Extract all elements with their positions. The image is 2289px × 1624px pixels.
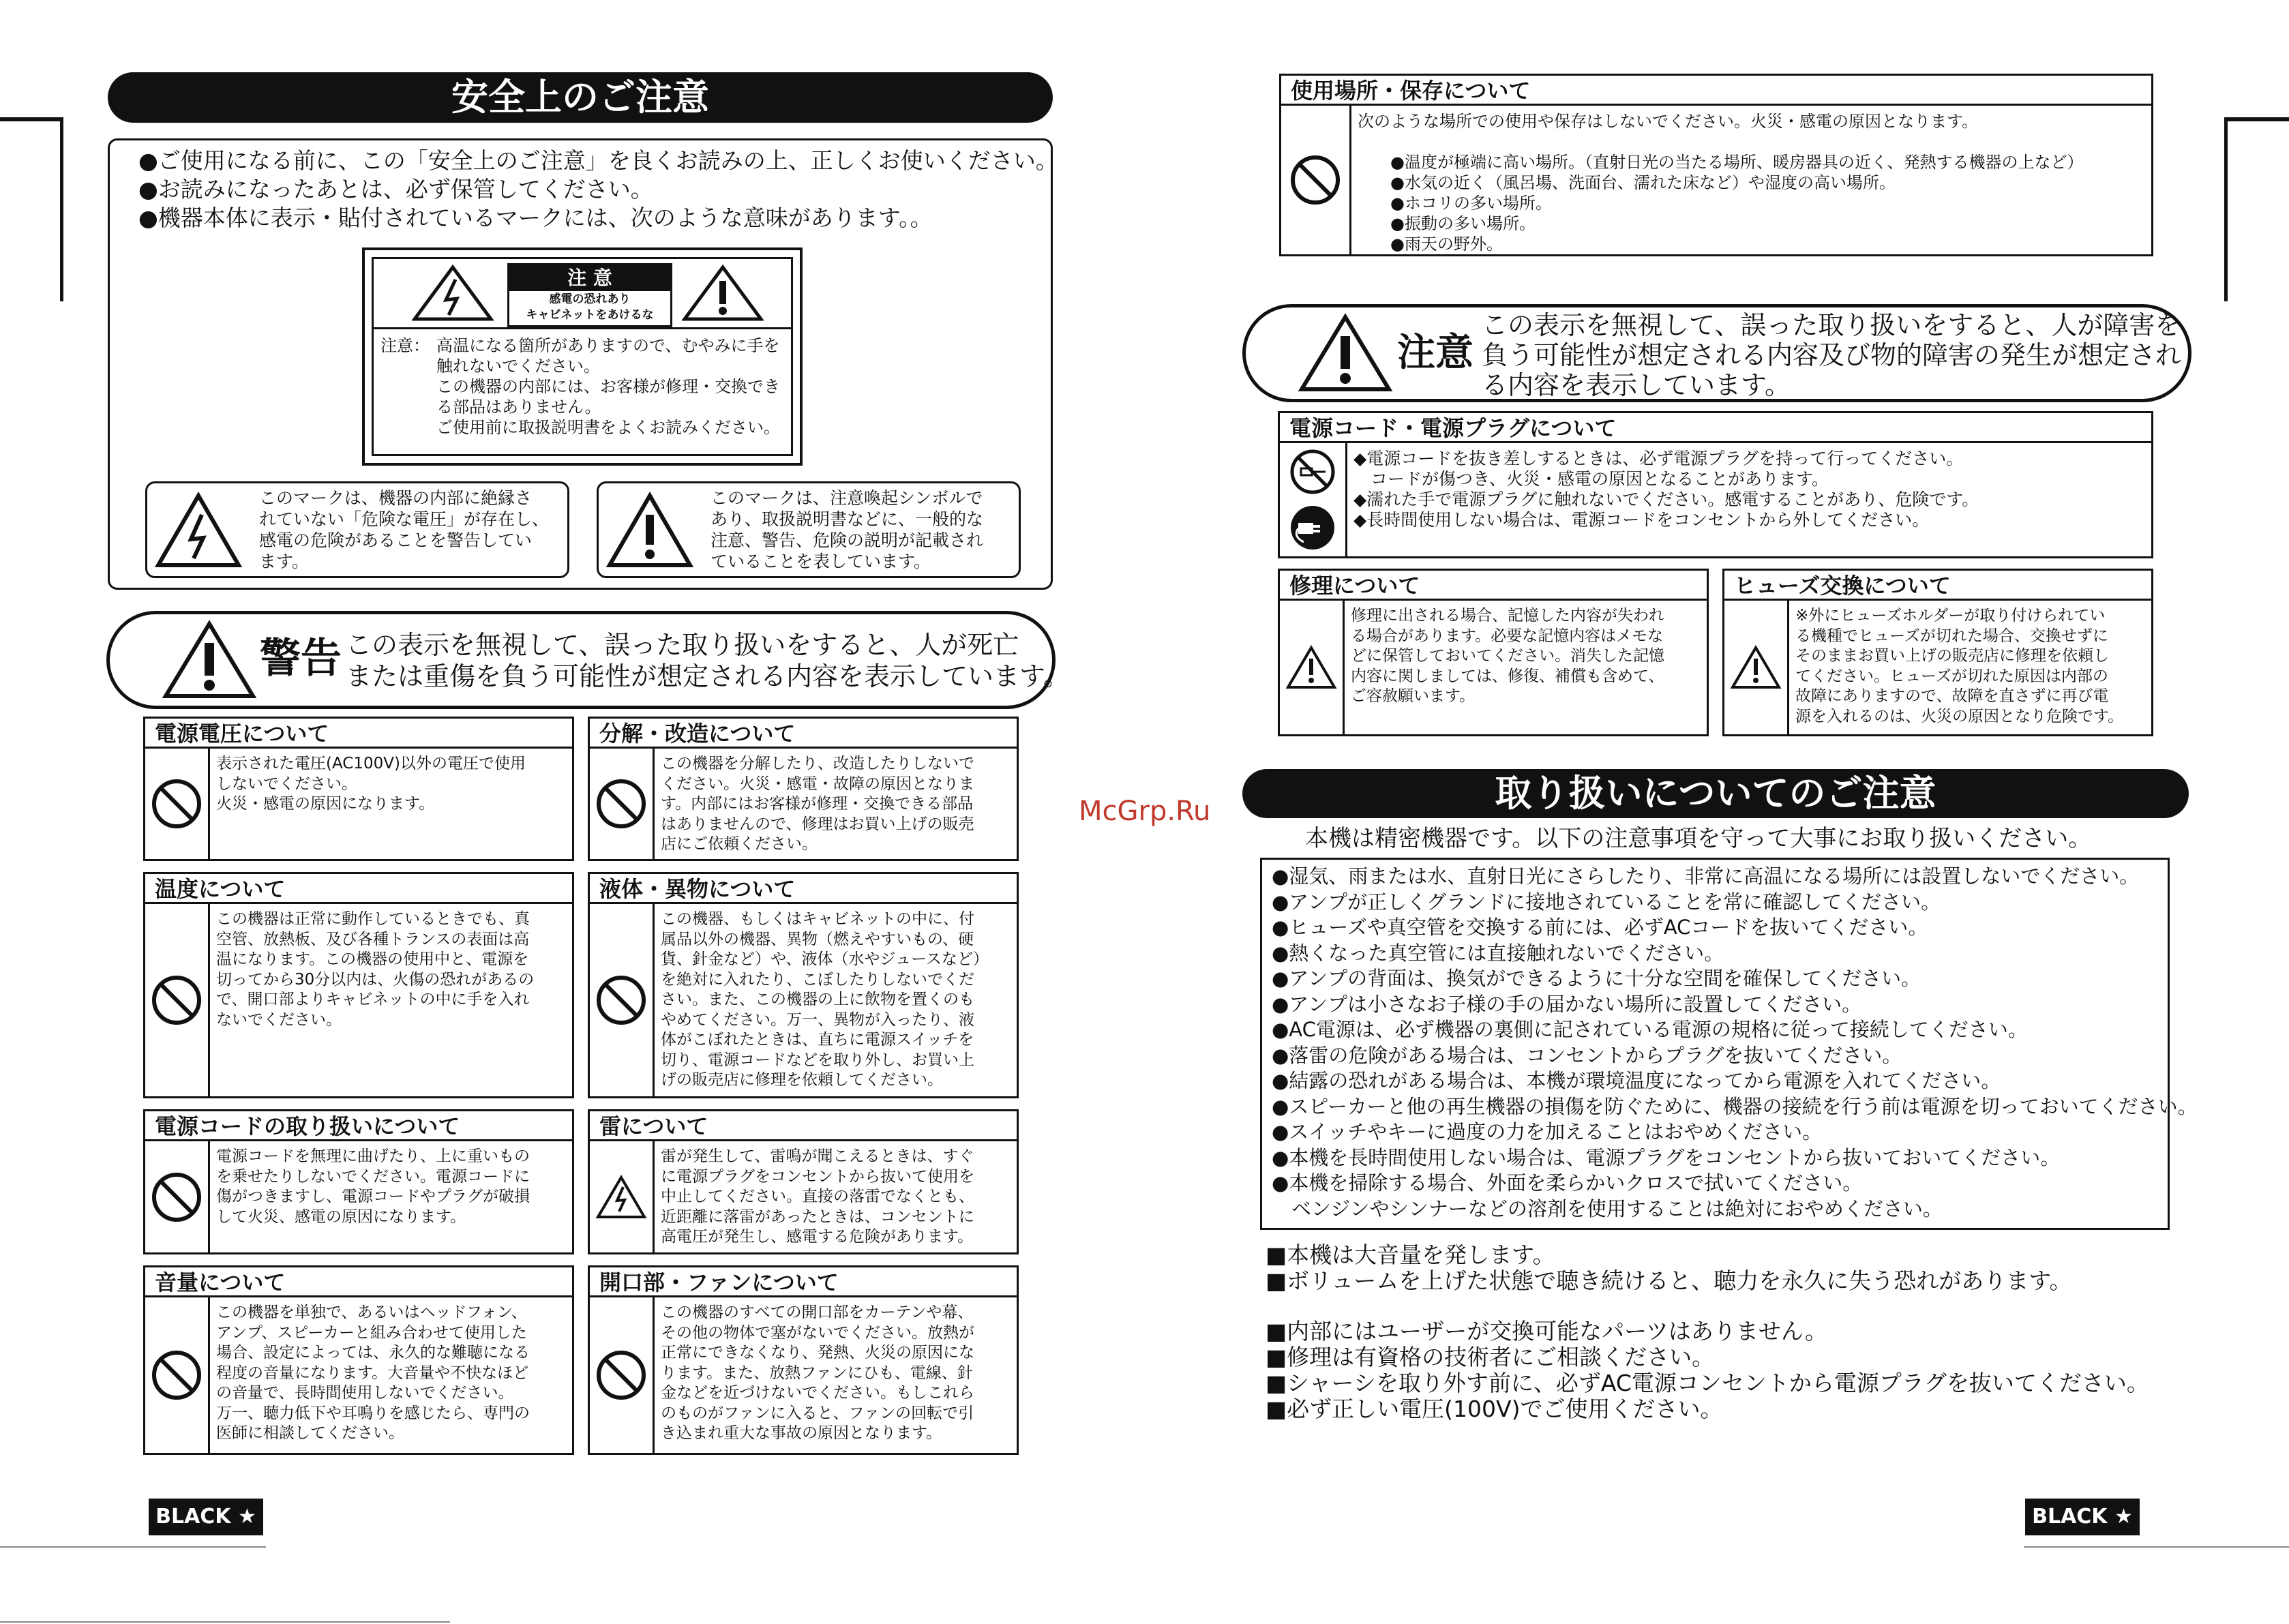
section-line: 切ってから30分以内は、火傷の恐れがあるの xyxy=(216,970,535,989)
caution-label xyxy=(362,247,803,466)
caution-label-inner xyxy=(372,257,793,456)
caution-title: 注 意 xyxy=(509,265,670,291)
handling-banner-title: 取り扱いについてのご注意 xyxy=(1495,772,1936,815)
exclamation-triangle-icon xyxy=(1724,601,1789,734)
prohibited-icon xyxy=(590,904,655,1096)
note-item: ■シャーシを取り外す前に、必ずAC電源コンセントから電源プラグを抜いてください。 xyxy=(1266,1370,2149,1396)
section-line: 内容に関しましては、修復、補償も含めて、 xyxy=(1351,667,1664,685)
crop-mark-right xyxy=(2224,117,2289,121)
exclamation-triangle-icon xyxy=(682,265,764,322)
intro-line-2: ●お読みになったあとは、必ず保管してください。 xyxy=(138,176,653,202)
section-text xyxy=(1351,606,1701,707)
brand-logo-text: BLACK ★ xyxy=(155,1505,256,1529)
caution-sub2: キャビネットをあけるな xyxy=(526,308,654,322)
cord-icons xyxy=(1280,443,1347,556)
section-line: る機種でヒューズが切れた場合、交換せずに xyxy=(1795,627,2108,645)
warning-line-1: この表示を無視して、誤った取り扱いをすると、人が死亡 xyxy=(346,630,1019,660)
voltage-mark-line-2: れていない「危険な電圧」が存在し、 xyxy=(259,509,550,529)
section-disassembly xyxy=(588,717,1019,861)
caution-note-5: ご使用前に取扱説明書をよくお読みください。 xyxy=(436,418,780,437)
caution-note-prefix: 注意： xyxy=(380,336,430,355)
section-title: 雷について xyxy=(590,1111,1017,1141)
handling-item: ●アンプは小さなお子様の手の届かない場所に設置してください。 xyxy=(1272,992,1862,1016)
section-line: この機器のすべての開口部をカーテンや幕、 xyxy=(661,1304,974,1321)
section-line: そのままお買い上げの販売店に修理を依頼し xyxy=(1795,647,2109,665)
prohibited-icon xyxy=(590,749,655,859)
section-line: 体がこぼれたときは、直ちに電源スイッチを xyxy=(661,1031,974,1049)
attention-mark-box xyxy=(597,481,1021,578)
section-line: 店にご依頼ください。 xyxy=(661,835,818,853)
section-line: 故障にありますので、故障を直さずに再び電 xyxy=(1795,687,2109,705)
notes-group-a xyxy=(1266,1242,2072,1294)
section-line: 程度の音量になります。大音量や不快なほど xyxy=(216,1364,529,1382)
storage-items xyxy=(1390,152,2083,254)
cord-line: ◆長時間使用しない場合は、電源コードをコンセントから外してください。 xyxy=(1353,510,1930,530)
section-text xyxy=(661,754,1011,855)
handling-item: ●湿気、雨または水、直射日光にさらしたり、非常に高温になる場所には設置しないでください。 xyxy=(1272,864,2140,888)
footer-rule xyxy=(0,1546,266,1548)
section-line: 近距離に落雷があったときは、コンセントに xyxy=(661,1207,974,1226)
caution-pill xyxy=(1242,304,2191,402)
section-line: 傷がつきますし、電源コードやプラグが破損 xyxy=(216,1188,530,1205)
watermark: McGrp.Ru xyxy=(1079,796,1211,827)
footer-rule-right xyxy=(2024,1546,2289,1548)
section-line: で、開口部よりキャビネットの中に手を入れ xyxy=(216,991,530,1008)
section-line: を乗せたりしないでください。電源コードに xyxy=(216,1167,530,1186)
section-title: ヒューズ交換について xyxy=(1724,571,2151,601)
section-text xyxy=(216,909,567,1030)
crop-mark-left xyxy=(0,117,63,121)
prohibited-icon xyxy=(145,904,210,1096)
attention-mark-line-2: あり、取扱説明書などに、一般的な xyxy=(710,509,984,529)
section-line: ります。また、放熱ファンにひも、電線、針 xyxy=(661,1364,973,1382)
attention-mark-line-3: 注意、警告、危険の説明が記載され xyxy=(710,530,984,550)
section-line: す。内部にはお客様が修理・交換できる部品 xyxy=(661,795,974,813)
handling-item: ベンジンやシンナーなどの溶剤を使用することは絶対におやめください。 xyxy=(1272,1197,1943,1220)
voltage-mark-box xyxy=(145,481,569,578)
prohibited-icon xyxy=(590,1297,655,1453)
warning-word: 警告 xyxy=(260,635,342,682)
exclamation-triangle-icon xyxy=(605,492,694,569)
section-line: やめてください。万一、異物が入ったり、液 xyxy=(661,1010,974,1029)
storage-intro: 次のような場所での使用や保存はしないでください。火災・感電の原因となります。 xyxy=(1358,112,1979,131)
section-line: 火災・感電の原因になります。 xyxy=(216,795,435,813)
caution-note-4: る部品はありません。 xyxy=(436,397,601,417)
crop-mark-left-v xyxy=(60,117,63,301)
section-line: 正常にできなくなり、発熱、火災の原因にな xyxy=(661,1344,974,1362)
section-line: その他の物体で塞がないでください。放熱が xyxy=(661,1323,974,1342)
note-item: ■修理は有資格の技術者にご相談ください。 xyxy=(1266,1344,1715,1370)
note-item: ■ボリュームを上げた状態で聴き続けると、聴力を永久に失う恐れがあります。 xyxy=(1266,1267,2072,1294)
section-line: げの販売店に修理を依頼してください。 xyxy=(661,1071,943,1089)
section-line: の音量で、長時間使用しないでください。 xyxy=(216,1384,514,1402)
safety-banner-title: 安全上のご注意 xyxy=(451,76,709,119)
section-line: のものがファンに入ると、ファンの回転で引 xyxy=(661,1404,974,1422)
section-line: 属品以外の機器、異物（燃えやすいもの、硬 xyxy=(661,930,974,948)
prohibited-icon xyxy=(145,1297,210,1453)
section-text xyxy=(661,1147,1011,1248)
section-cord-plug xyxy=(1278,411,2153,558)
footer-rule-bottom xyxy=(0,1621,450,1623)
section-line: ないでください。 xyxy=(216,1010,342,1029)
attention-mark-line-1: このマークは、注意喚起シンボルで xyxy=(710,488,983,508)
section-line: 中止してください。直接の落雷でなくとも、 xyxy=(661,1188,974,1205)
exclamation-triangle-icon xyxy=(1280,601,1345,734)
prohibited-icon xyxy=(1281,106,1351,254)
handling-item: ●スイッチやキーに過度の力を加えることはおやめください。 xyxy=(1272,1120,1823,1143)
section-line: ご容赦願います。 xyxy=(1351,687,1476,705)
handling-banner xyxy=(1242,769,2189,818)
caution-sub1: 感電の恐れあり xyxy=(549,292,631,306)
section-title: 分解・改造について xyxy=(590,719,1017,749)
section-text xyxy=(216,754,567,815)
handling-item: ●本機を長時間使用しない場合は、電源プラグをコンセントから抜いておいてください。 xyxy=(1272,1145,2061,1169)
handling-item: ●熱くなった真空管には直接触れないでください。 xyxy=(1272,941,1724,965)
section-title: 電源電圧について xyxy=(145,719,572,749)
handling-item: ●結露の恐れがある場合は、本機が環境温度になってから電源を入れてください。 xyxy=(1272,1069,2001,1092)
caution-note-3: この機器の内部には、お客様が修理・交換でき xyxy=(436,377,780,396)
section-line: 貨、針金など）や、液体（水やジュースなど） xyxy=(661,950,989,968)
handling-item: ●ヒューズや真空管を交換する前には、必ずACコードを抜いてください。 xyxy=(1272,916,1928,939)
section-line: アンプ、スピーカーと組み合わせて使用した xyxy=(216,1323,527,1342)
handling-item: ●スピーカーと他の再生機器の損傷を防ぐために、機器の接続を行う前は電源を切っておいてください。 xyxy=(1272,1094,2198,1118)
section-title: 開口部・ファンについて xyxy=(590,1267,1017,1297)
section-line: 場合、設定によっては、永久的な難聴になる xyxy=(216,1344,530,1362)
caution-line-3: る内容を表示しています。 xyxy=(1482,370,1791,400)
voltage-mark-line-3: 感電の危険があることを警告してい xyxy=(259,530,533,550)
note-item: ■内部にはユーザーが交換可能なパーツはありません。 xyxy=(1266,1318,1827,1344)
section-text xyxy=(1795,606,2146,727)
section-line: どに保管しておいてください。消失した記憶 xyxy=(1351,647,1664,665)
no-plug-pull-icon xyxy=(1289,448,1336,496)
handling-item: ●落雷の危険がある場合は、コンセントからプラグを抜いてください。 xyxy=(1272,1043,1902,1067)
caution-note-2: 触れないでください。 xyxy=(436,357,600,376)
caution-line-2: 負う可能性が想定される内容及び物的障害の発生が想定され xyxy=(1482,340,2182,370)
notes-group-b xyxy=(1266,1319,2149,1422)
caution-label-top xyxy=(374,259,791,329)
section-line: して火災、感電の原因になります。 xyxy=(216,1207,466,1226)
warning-pill xyxy=(106,611,1069,709)
section-line: に電源プラグをコンセントから抜いて使用を xyxy=(661,1167,974,1186)
section-text xyxy=(216,1147,567,1227)
brand-logo xyxy=(149,1499,263,1535)
exclamation-triangle-icon xyxy=(1298,313,1393,393)
section-line: 温になります。この機器の使用中と、電源を xyxy=(216,950,529,968)
brand-logo-text: BLACK ★ xyxy=(2032,1505,2133,1529)
handling-item: ●アンプの背面は、換気ができるように十分な空間を確保してください。 xyxy=(1272,967,1921,990)
voltage-mark-line-1: このマークは、機器の内部に絶縁さ xyxy=(259,488,533,508)
section-text xyxy=(661,1303,1011,1444)
section-title: 修理について xyxy=(1280,571,1707,601)
section-storage xyxy=(1279,74,2153,256)
section-line: 高電圧が発生し、感電する危険があります。 xyxy=(661,1228,974,1246)
voltage-mark-line-4: ます。 xyxy=(259,552,310,571)
section-volume xyxy=(143,1265,574,1455)
section-lightning xyxy=(588,1109,1019,1254)
safety-banner xyxy=(108,72,1053,123)
section-line: この機器を単独で、あるいはヘッドフォン、 xyxy=(216,1304,527,1321)
caution-note-1: 高温になる箇所がありますので、むやみに手を xyxy=(436,336,780,355)
section-line: 医師に相談してください。 xyxy=(216,1424,404,1442)
lightning-triangle-icon xyxy=(590,1141,655,1252)
attention-mark-line-4: ていることを表しています。 xyxy=(710,552,931,571)
note-item: ■必ず正しい電圧(100V)でご使用ください。 xyxy=(1266,1396,1723,1422)
section-text xyxy=(216,1303,567,1444)
section-openings-fan xyxy=(588,1265,1019,1455)
section-supply-voltage xyxy=(143,717,574,861)
handling-list-box xyxy=(1260,858,2198,1230)
section-line: 修理に出される場合、記憶した内容が失われ xyxy=(1351,607,1664,625)
caution-line-1: この表示を無視して、誤った取り扱いをすると、人が障害を xyxy=(1482,310,2181,340)
section-title: 使用場所・保存について xyxy=(1281,76,2151,106)
section-title: 音量について xyxy=(145,1267,572,1297)
prohibited-icon xyxy=(145,749,210,859)
note-item: ■本機は大音量を発します。 xyxy=(1266,1242,1555,1268)
handling-item: ●アンプが正しくグランドに接地されていることを常に確認してください。 xyxy=(1272,890,1941,914)
brand-logo xyxy=(2025,1499,2140,1535)
section-line: てください。ヒューズが切れた原因は内部の xyxy=(1795,667,2108,685)
section-repair xyxy=(1278,569,1709,736)
cord-line: ◆濡れた手で電源プラグに触れないでください。感電することがあり、危険です。 xyxy=(1353,490,1979,509)
handling-item: ●AC電源は、必ず機器の裏側に記されている電源の規格に従って接続してください。 xyxy=(1272,1018,2028,1041)
section-line: き込まれ重大な事故の原因となります。 xyxy=(661,1424,942,1442)
section-title: 電源コードの取り扱いについて xyxy=(145,1111,572,1141)
section-line: 空管、放熱板、及び各種トランスの表面は高 xyxy=(216,930,530,948)
exclamation-triangle-icon xyxy=(162,620,257,700)
handling-subtitle: 本機は精密機器です。以下の注意事項を守って大事にお取り扱いください。 xyxy=(1305,825,2092,852)
storage-item: ●水気の近く（風呂場、洗面台、濡れた床など）や湿度の高い場所。 xyxy=(1390,173,1896,192)
storage-item: ●ホコリの多い場所。 xyxy=(1390,194,1552,213)
section-line: ください。火災・感電・故障の原因となりま xyxy=(661,775,974,793)
section-line: さい。また、この機器の上に飲物を置くのも xyxy=(661,991,974,1008)
unplug-icon xyxy=(1289,504,1336,552)
lightning-triangle-icon xyxy=(154,492,243,569)
cord-text xyxy=(1353,449,1979,530)
storage-item: ●振動の多い場所。 xyxy=(1390,214,1536,233)
warning-line-2: または重傷を負う可能性が想定される内容を表示しています。 xyxy=(346,661,1069,691)
prohibited-icon xyxy=(145,1141,210,1252)
storage-item: ●雨天の野外。 xyxy=(1390,235,1503,254)
section-power-cord xyxy=(143,1109,574,1254)
intro-box xyxy=(108,138,1058,590)
section-liquids xyxy=(588,872,1019,1098)
section-line: ※外にヒューズホルダーが取り付けられてい xyxy=(1795,607,2106,625)
section-title: 液体・異物について xyxy=(590,874,1017,904)
cord-line: ◆電源コードを抜き差しするときは、必ず電源プラグを持って行ってください。 xyxy=(1353,449,1964,468)
section-fuse xyxy=(1722,569,2153,736)
caution-label-center xyxy=(507,263,672,327)
section-line: 切り、電源コードなどを取り外し、お買い上 xyxy=(661,1051,974,1069)
section-line: 源を入れるのは、火災の原因となり危険です。 xyxy=(1795,707,2124,725)
intro-line-1: ●ご使用になる前に、この「安全上のご注意」を良くお読みの上、正しくお使いください。 xyxy=(138,147,1058,174)
section-line: 雷が発生して、雷鳴が聞こえるときは、すぐ xyxy=(661,1147,974,1165)
handling-item: ●本機を掃除する場合、外面を柔らかいクロスで拭いてください。 xyxy=(1272,1171,1863,1194)
section-line: る場合があります。必要な記憶内容はメモな xyxy=(1351,627,1664,645)
section-line: 表示された電圧(AC100V)以外の電圧で使用 xyxy=(216,755,526,772)
section-line: この機器、もしくはキャビネットの中に、付 xyxy=(661,910,974,928)
crop-mark-right-v xyxy=(2224,117,2228,301)
section-line: しないでください。 xyxy=(216,775,357,793)
section-line: はありませんので、修理はお買い上げの販売 xyxy=(661,815,974,833)
section-line: この機器を分解したり、改造したりしないで xyxy=(661,755,974,772)
cord-line: コードが傷つき、火災・感電の原因となることがあります。 xyxy=(1353,469,1829,489)
lightning-triangle-icon xyxy=(412,265,494,322)
section-line: 金などを近づけないでください。もしこれら xyxy=(661,1384,974,1402)
intro-line-3: ●機器本体に表示・貼付されているマークには、次のような意味があります。。 xyxy=(138,205,933,231)
section-line: 万一、聴力低下や耳鳴りを感じたら、専門の xyxy=(216,1404,530,1422)
section-temperature xyxy=(143,872,574,1098)
handling-list xyxy=(1272,864,2198,1222)
section-line: 電源コードを無理に曲げたり、上に重いもの xyxy=(216,1147,530,1165)
section-text xyxy=(661,909,1011,1091)
storage-item: ●温度が極端に高い場所。（直射日光の当たる場所、暖房器具の近く、発熱する機器の上など） xyxy=(1390,153,2084,172)
section-line: この機器は正常に動作しているときでも、真 xyxy=(216,910,530,928)
section-title: 電源コード・電源プラグについて xyxy=(1280,413,2151,443)
caution-word: 注意 xyxy=(1397,331,1473,375)
section-title: 温度について xyxy=(145,874,572,904)
section-line: を絶対に入れたり、こぼしたりしないでくだ xyxy=(661,970,974,989)
